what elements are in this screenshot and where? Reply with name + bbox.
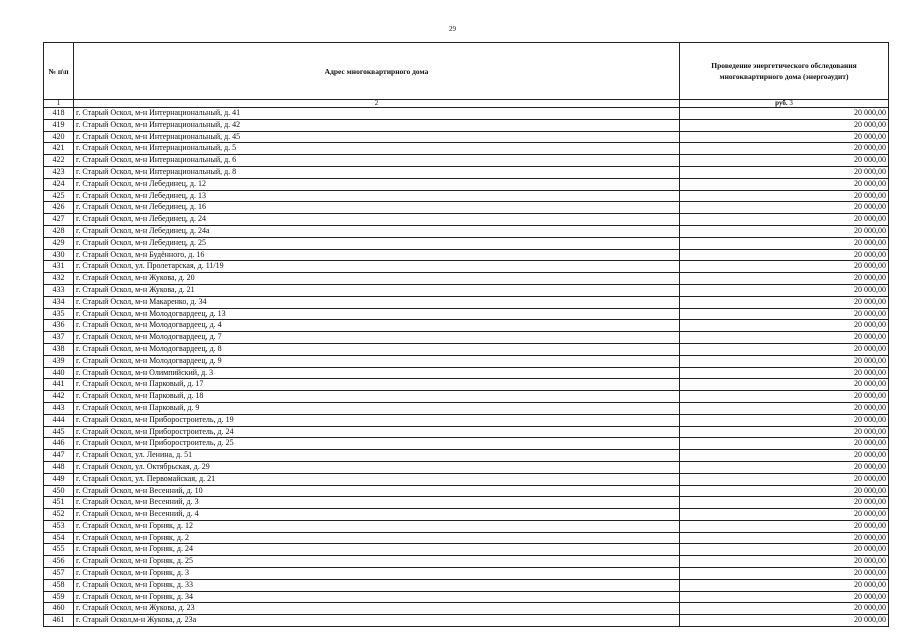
row-cost: 20 000,00 — [680, 273, 889, 285]
table-row — [44, 320, 889, 332]
row-address: г. Старый Оскол, м-н Интернациональный, д. 6 — [74, 155, 680, 167]
row-cost: 20 000,00 — [680, 284, 889, 296]
row-cost: 20 000,00 — [680, 190, 889, 202]
row-address: г. Старый Оскол, м-н Интернациональный, д. 41 — [74, 108, 680, 120]
row-number: 441 — [44, 379, 74, 391]
row-cost: 20 000,00 — [680, 379, 889, 391]
table-row — [44, 438, 889, 450]
table-row — [44, 332, 889, 344]
row-address: г. Старый Оскол, ул. Пролетарская, д. 11/19 — [74, 261, 680, 273]
row-number: 434 — [44, 296, 74, 308]
row-number: 424 — [44, 178, 74, 190]
row-number: 447 — [44, 450, 74, 462]
row-number: 444 — [44, 414, 74, 426]
row-cost: 20 000,00 — [680, 237, 889, 249]
row-number: 427 — [44, 214, 74, 226]
row-address: г. Старый Оскол, м-н Весенний, д. 4 — [74, 509, 680, 521]
row-address: г. Старый Оскол, м-н Горняк, д. 34 — [74, 591, 680, 603]
row-address: г. Старый Оскол, м-н Весенний, д. 10 — [74, 485, 680, 497]
row-cost: 20 000,00 — [680, 214, 889, 226]
row-cost: 20 000,00 — [680, 155, 889, 167]
row-address: г. Старый Оскол, ул. Октябрьская, д. 29 — [74, 461, 680, 473]
table-row — [44, 544, 889, 556]
row-number: 430 — [44, 249, 74, 261]
row-cost: 20 000,00 — [680, 556, 889, 568]
header-cost: Проведение энергетического обследования многоквартирного дома (энергоаудит) — [680, 43, 889, 100]
table-row — [44, 343, 889, 355]
row-number: 436 — [44, 320, 74, 332]
row-address: г. Старый Оскол, м-н Интернациональный, д. 5 — [74, 143, 680, 155]
row-number: 421 — [44, 143, 74, 155]
row-cost: 20 000,00 — [680, 261, 889, 273]
row-address: г. Старый Оскол, м-н Молодогвардеец, д. 8 — [74, 343, 680, 355]
row-cost: 20 000,00 — [680, 520, 889, 532]
row-cost: 20 000,00 — [680, 591, 889, 603]
table-row — [44, 284, 889, 296]
table-row — [44, 355, 889, 367]
row-number: 445 — [44, 426, 74, 438]
column-index-2: 2 — [74, 100, 680, 108]
header-address: Адрес многоквартирного дома — [74, 43, 680, 100]
table-row — [44, 296, 889, 308]
table-row — [44, 249, 889, 261]
row-number: 425 — [44, 190, 74, 202]
row-number: 418 — [44, 108, 74, 120]
row-address: г. Старый Оскол, м-н Жукова, д. 23 — [74, 603, 680, 615]
row-cost: 20 000,00 — [680, 249, 889, 261]
row-number: 458 — [44, 579, 74, 591]
table-row — [44, 473, 889, 485]
row-address: г. Старый Оскол, м-н Интернациональный, д. 45 — [74, 131, 680, 143]
row-cost: 20 000,00 — [680, 308, 889, 320]
table-row — [44, 143, 889, 155]
table-row — [44, 178, 889, 190]
row-cost: 20 000,00 — [680, 343, 889, 355]
row-cost: 20 000,00 — [680, 166, 889, 178]
header-number: № п\п — [44, 43, 74, 100]
row-number: 452 — [44, 509, 74, 521]
table-row — [44, 131, 889, 143]
row-number: 457 — [44, 568, 74, 580]
row-address: г. Старый Оскол, м-н Горняк, д. 25 — [74, 556, 680, 568]
row-address: г. Старый Оскол, м-н Будённого, д. 16 — [74, 249, 680, 261]
row-cost: 20 000,00 — [680, 402, 889, 414]
row-number: 437 — [44, 332, 74, 344]
row-address: г. Старый Оскол, м-н Парковый, д. 9 — [74, 402, 680, 414]
row-number: 456 — [44, 556, 74, 568]
row-number: 461 — [44, 615, 74, 627]
row-address: г. Старый Оскол, м-н Горняк, д. 12 — [74, 520, 680, 532]
row-number: 419 — [44, 119, 74, 131]
table-row — [44, 379, 889, 391]
row-cost: 20 000,00 — [680, 143, 889, 155]
row-address: г. Старый Оскол, ул. Ленина, д. 51 — [74, 450, 680, 462]
row-cost: 20 000,00 — [680, 320, 889, 332]
row-address: г. Старый Оскол, м-н Парковый, д. 18 — [74, 391, 680, 403]
row-number: 443 — [44, 402, 74, 414]
row-number: 440 — [44, 367, 74, 379]
row-cost: 20 000,00 — [680, 579, 889, 591]
table-row — [44, 485, 889, 497]
row-cost: 20 000,00 — [680, 131, 889, 143]
address-table — [43, 42, 889, 627]
header-unit-cell — [680, 100, 889, 108]
table-row — [44, 520, 889, 532]
row-address: г. Старый Оскол, м-н Приборостроитель, д. 24 — [74, 426, 680, 438]
row-number: 433 — [44, 284, 74, 296]
table-row — [44, 261, 889, 273]
column-index-1: 1 — [44, 100, 74, 108]
row-cost: 20 000,00 — [680, 225, 889, 237]
table-row — [44, 273, 889, 285]
table-row — [44, 108, 889, 120]
row-cost: 20 000,00 — [680, 568, 889, 580]
table-row — [44, 202, 889, 214]
row-number: 453 — [44, 520, 74, 532]
table-row — [44, 603, 889, 615]
row-number: 420 — [44, 131, 74, 143]
table-row — [44, 155, 889, 167]
row-address: г. Старый Оскол, ул. Первомайская, д. 21 — [74, 473, 680, 485]
table-row — [44, 579, 889, 591]
row-address: г. Старый Оскол, м-н Горняк, д. 2 — [74, 532, 680, 544]
row-address: г. Старый Оскол, м-н Жукова, д. 20 — [74, 273, 680, 285]
row-address: г. Старый Оскол, м-н Лебединец, д. 24 — [74, 214, 680, 226]
row-number: 459 — [44, 591, 74, 603]
table-row — [44, 450, 889, 462]
header-unit: руб. — [775, 99, 788, 107]
row-address: г. Старый Оскол, м-н Молодогвардеец, д. 9 — [74, 355, 680, 367]
row-cost: 20 000,00 — [680, 438, 889, 450]
row-cost: 20 000,00 — [680, 461, 889, 473]
row-cost: 20 000,00 — [680, 532, 889, 544]
row-cost: 20 000,00 — [680, 603, 889, 615]
table-row — [44, 214, 889, 226]
row-address: г. Старый Оскол, м-н Горняк, д. 24 — [74, 544, 680, 556]
row-cost: 20 000,00 — [680, 178, 889, 190]
table-row — [44, 532, 889, 544]
row-number: 448 — [44, 461, 74, 473]
row-number: 449 — [44, 473, 74, 485]
row-cost: 20 000,00 — [680, 414, 889, 426]
row-address: г. Старый Оскол, м-н Лебединец, д. 16 — [74, 202, 680, 214]
row-number: 446 — [44, 438, 74, 450]
table-row — [44, 225, 889, 237]
row-address: г. Старый Оскол, м-н Молодогвардеец, д. 7 — [74, 332, 680, 344]
row-address: г. Старый Оскол, м-н Приборостроитель, д. 19 — [74, 414, 680, 426]
table-row — [44, 367, 889, 379]
table-row — [44, 402, 889, 414]
row-number: 438 — [44, 343, 74, 355]
row-cost: 20 000,00 — [680, 332, 889, 344]
table-row — [44, 615, 889, 627]
table-row — [44, 166, 889, 178]
table-row — [44, 461, 889, 473]
row-number: 426 — [44, 202, 74, 214]
row-number: 431 — [44, 261, 74, 273]
row-cost: 20 000,00 — [680, 391, 889, 403]
table-row — [44, 591, 889, 603]
row-address: г. Старый Оскол, м-н Лебединец, д. 13 — [74, 190, 680, 202]
row-number: 460 — [44, 603, 74, 615]
row-address: г. Старый Оскол, м-н Макаренко, д. 34 — [74, 296, 680, 308]
row-address: г. Старый Оскол, м-н Молодогвардеец, д. 4 — [74, 320, 680, 332]
row-number: 455 — [44, 544, 74, 556]
table-row — [44, 237, 889, 249]
table-row — [44, 497, 889, 509]
row-address: г. Старый Оскол, м-н Лебединец, д. 25 — [74, 237, 680, 249]
table-row — [44, 509, 889, 521]
row-cost: 20 000,00 — [680, 355, 889, 367]
row-address: г. Старый Оскол,м-н Жукова, д. 23а — [74, 615, 680, 627]
row-number: 439 — [44, 355, 74, 367]
table-row — [44, 308, 889, 320]
row-address: г. Старый Оскол, м-н Молодогвардеец, д. 13 — [74, 308, 680, 320]
table-row — [44, 391, 889, 403]
row-address: г. Старый Оскол, м-н Парковый, д. 17 — [74, 379, 680, 391]
row-address: г. Старый Оскол, м-н Интернациональный, д. 42 — [74, 119, 680, 131]
table-row — [44, 414, 889, 426]
row-cost: 20 000,00 — [680, 367, 889, 379]
row-address: г. Старый Оскол, м-н Горняк, д. 33 — [74, 579, 680, 591]
row-address: г. Старый Оскол, м-н Горняк, д. 3 — [74, 568, 680, 580]
row-number: 435 — [44, 308, 74, 320]
row-cost: 20 000,00 — [680, 426, 889, 438]
table-row — [44, 568, 889, 580]
row-number: 451 — [44, 497, 74, 509]
row-cost: 20 000,00 — [680, 544, 889, 556]
row-address: г. Старый Оскол, м-н Лебединец, д. 12 — [74, 178, 680, 190]
row-number: 450 — [44, 485, 74, 497]
row-number: 429 — [44, 237, 74, 249]
column-index-3: 3 — [789, 99, 793, 107]
row-cost: 20 000,00 — [680, 509, 889, 521]
row-address: г. Старый Оскол, м-н Интернациональный, д. 8 — [74, 166, 680, 178]
row-address: г. Старый Оскол, м-н Олимпийский, д. 3 — [74, 367, 680, 379]
row-cost: 20 000,00 — [680, 108, 889, 120]
row-number: 428 — [44, 225, 74, 237]
row-number: 442 — [44, 391, 74, 403]
row-address: г. Старый Оскол, м-н Жукова, д. 21 — [74, 284, 680, 296]
table-row — [44, 119, 889, 131]
row-number: 432 — [44, 273, 74, 285]
row-cost: 20 000,00 — [680, 202, 889, 214]
row-address: г. Старый Оскол, м-н Весенний, д. 3 — [74, 497, 680, 509]
table-row — [44, 426, 889, 438]
row-cost: 20 000,00 — [680, 497, 889, 509]
row-cost: 20 000,00 — [680, 296, 889, 308]
row-cost: 20 000,00 — [680, 119, 889, 131]
page-number: 29 — [449, 25, 456, 33]
row-cost: 20 000,00 — [680, 450, 889, 462]
table-row — [44, 190, 889, 202]
row-number: 423 — [44, 166, 74, 178]
table-row — [44, 556, 889, 568]
row-address: г. Старый Оскол, м-н Приборостроитель, д. 25 — [74, 438, 680, 450]
row-address: г. Старый Оскол, м-н Лебединец, д. 24а — [74, 225, 680, 237]
table-body — [44, 108, 889, 627]
row-cost: 20 000,00 — [680, 485, 889, 497]
row-cost: 20 000,00 — [680, 615, 889, 627]
row-number: 422 — [44, 155, 74, 167]
row-cost: 20 000,00 — [680, 473, 889, 485]
row-number: 454 — [44, 532, 74, 544]
